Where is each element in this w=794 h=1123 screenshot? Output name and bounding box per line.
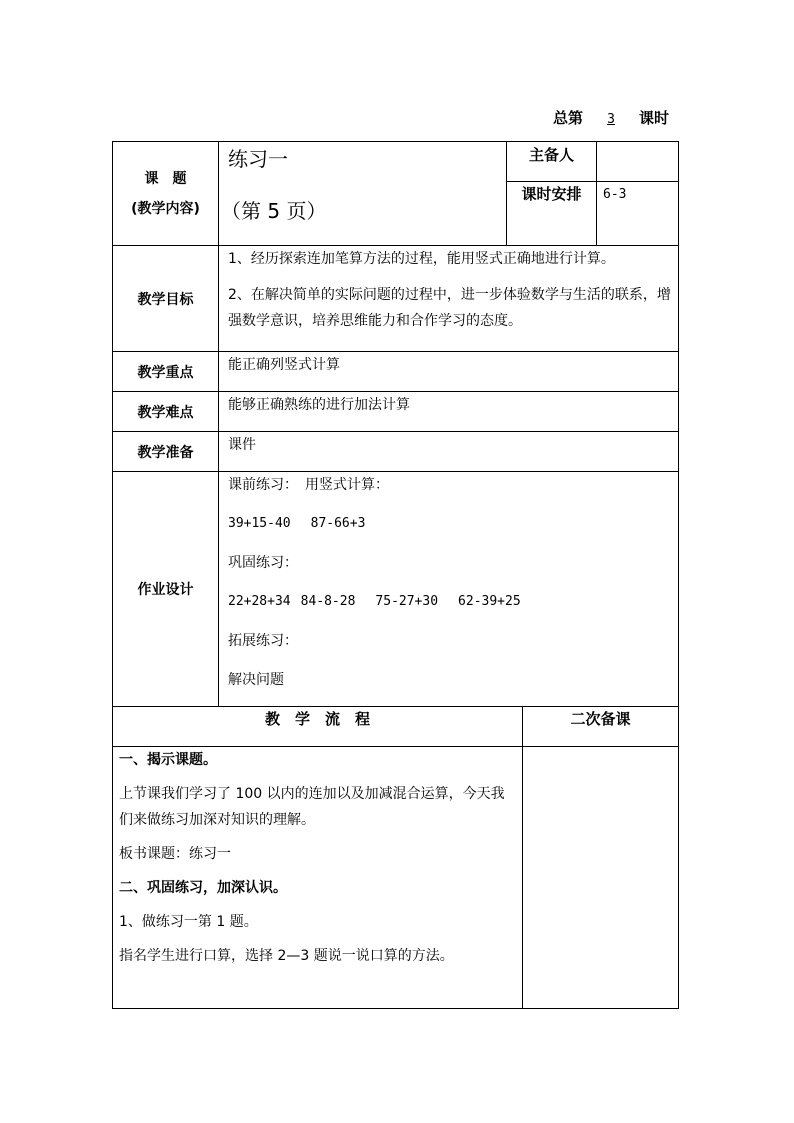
flow-label: 教 学 流 程 bbox=[264, 710, 370, 728]
topic-sub-label: (教学内容) bbox=[131, 200, 200, 217]
consolidate-item-4: 62-39+25 bbox=[458, 594, 521, 609]
header-suffix: 课时 bbox=[639, 109, 670, 127]
header-prefix: 总第 bbox=[553, 109, 584, 127]
goal-item-2: 2、在解决简单的实际问题的过程中，进一步体验数学与生活的联系，增强数学意识，培养思维能力和合作学习的态度。 bbox=[228, 287, 671, 329]
pre-item-2: 87-66+3 bbox=[310, 516, 366, 531]
homework-label: 作业设计 bbox=[113, 472, 219, 707]
pre-exercise-items bbox=[219, 511, 678, 537]
consolidate-label: 巩固练习： bbox=[228, 555, 298, 571]
lesson-count-header bbox=[553, 107, 669, 128]
preparer-label: 主备人 bbox=[528, 146, 574, 164]
consolidate-items bbox=[219, 589, 678, 615]
preparer-value bbox=[597, 142, 679, 182]
topic-page: （第 5 页） bbox=[221, 199, 327, 223]
difficulty-value: 能够正确熟练的进行加法计算 bbox=[228, 397, 410, 413]
key-point-cell bbox=[219, 352, 679, 392]
prep-cell bbox=[219, 432, 679, 472]
extend-value: 解决问题 bbox=[228, 672, 284, 688]
topic-label-cell bbox=[113, 142, 219, 246]
pre-exercise-label: 课前练习： 用竖式计算： bbox=[228, 477, 389, 493]
difficulty-cell bbox=[219, 392, 679, 432]
flow-para-1: 上节课我们学习了 100 以内的连加以及加减混合运算，今天我们来做练习加深对知识的理解。 bbox=[119, 786, 505, 828]
flow-para-4: 指名学生进行口算，选择 2—3 题说一说口算的方法。 bbox=[119, 948, 454, 964]
pre-item-1: 39+15-40 bbox=[228, 516, 291, 531]
prep-value: 课件 bbox=[228, 437, 256, 453]
goals-cell bbox=[219, 246, 679, 352]
difficulty-label: 教学难点 bbox=[113, 392, 219, 432]
second-prep-label: 二次备课 bbox=[570, 710, 631, 728]
topic-content-cell bbox=[219, 142, 507, 246]
schedule-value-cell bbox=[597, 182, 679, 246]
topic-label: 课 题 bbox=[144, 170, 187, 187]
flow-section-2: 二、巩固练习，加深认识。 bbox=[119, 880, 287, 896]
preparer-label-cell bbox=[507, 142, 597, 182]
header-number: 3 bbox=[607, 112, 615, 127]
flow-header-cell bbox=[113, 707, 523, 747]
schedule-label-cell bbox=[507, 182, 597, 246]
goals-label: 教学目标 bbox=[113, 246, 219, 352]
schedule-value: 6-3 bbox=[603, 187, 627, 202]
consolidate-item-3: 75-27+30 bbox=[375, 594, 439, 609]
schedule-label: 课时安排 bbox=[521, 185, 582, 203]
extend-label: 拓展练习： bbox=[228, 633, 298, 649]
lesson-info-table bbox=[112, 141, 679, 707]
key-point-value: 能正确列竖式计算 bbox=[228, 357, 340, 373]
goal-item-1: 1、经历探索连加笔算方法的过程，能用竖式正确地进行计算。 bbox=[228, 251, 615, 267]
second-prep-header-cell bbox=[523, 707, 679, 747]
consolidate-item-2: 84-8-28 bbox=[300, 594, 356, 609]
homework-cell bbox=[219, 472, 679, 707]
prep-label: 教学准备 bbox=[113, 432, 219, 472]
teaching-flow-table bbox=[112, 706, 679, 1009]
flow-para-3: 1、做练习一第 1 题。 bbox=[119, 914, 258, 930]
second-prep-cell bbox=[523, 747, 679, 1009]
flow-para-2: 板书课题：练习一 bbox=[119, 846, 231, 862]
flow-content-cell bbox=[113, 747, 523, 1009]
topic-title: 练习一 bbox=[228, 147, 288, 171]
consolidate-item-1: 22+28+34 bbox=[228, 594, 291, 609]
flow-section-1: 一、揭示课题。 bbox=[119, 752, 217, 768]
key-point-label: 教学重点 bbox=[113, 352, 219, 392]
